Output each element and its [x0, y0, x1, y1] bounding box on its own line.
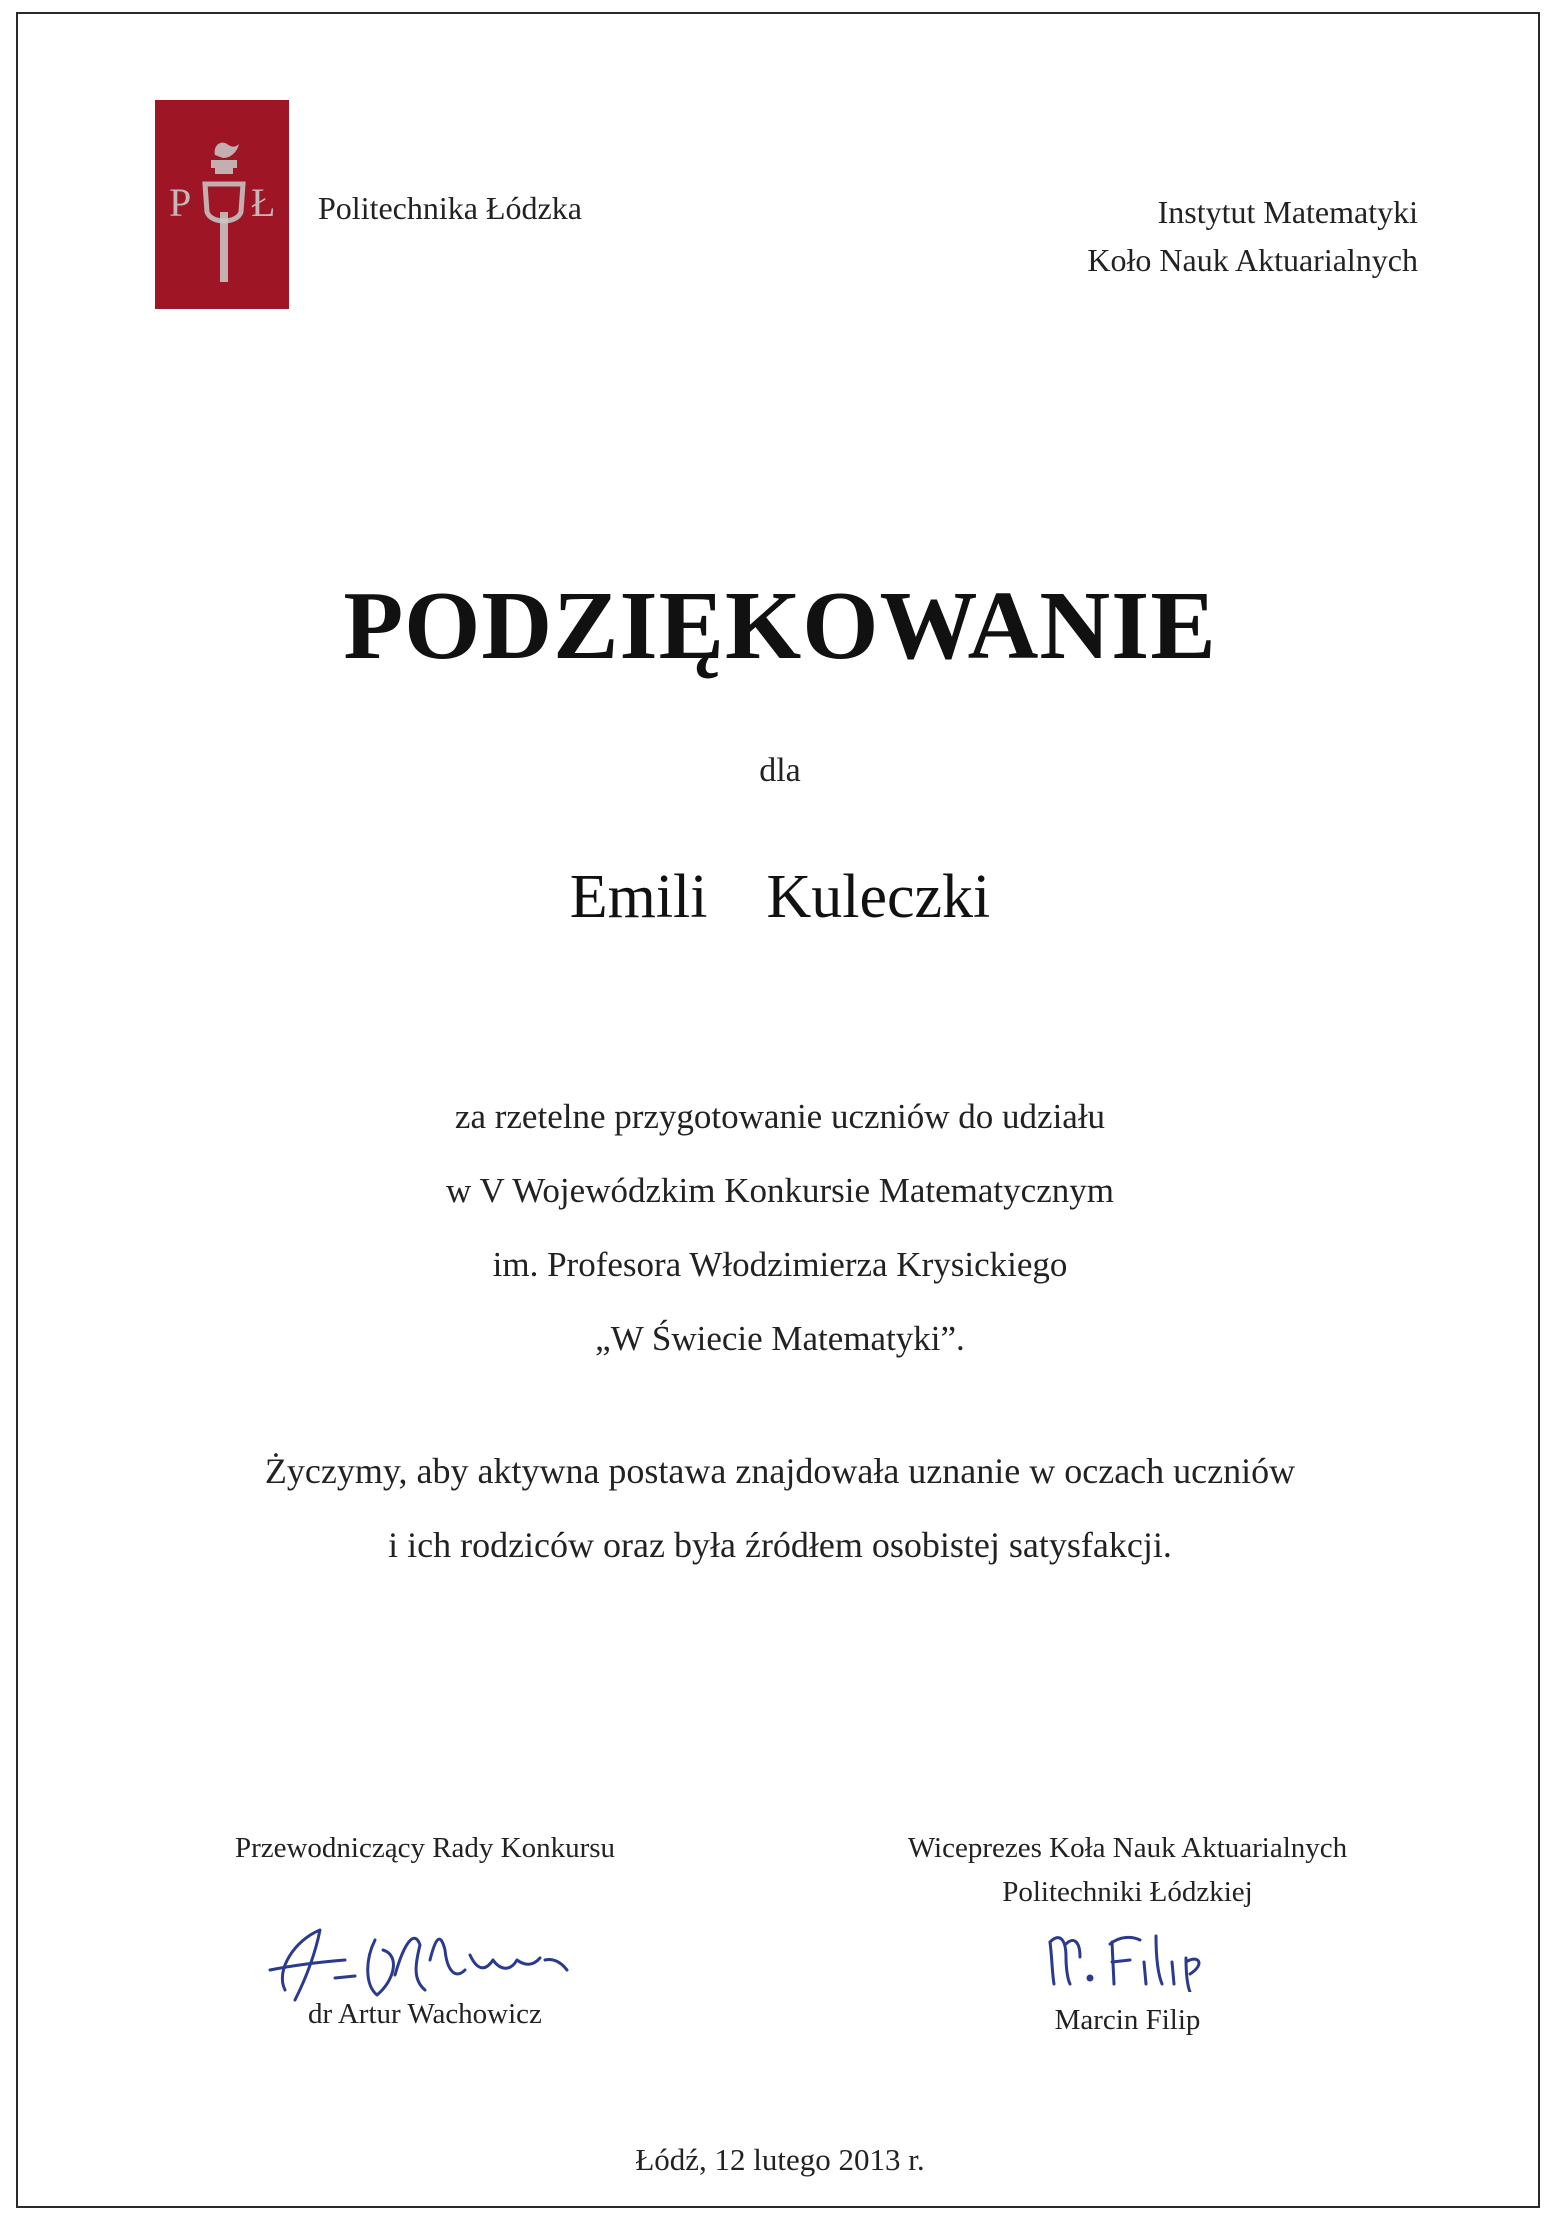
institute-line: Instytut Matematyki — [1157, 194, 1418, 230]
issue-date: Łódź, 12 lutego 2013 r. — [635, 2142, 925, 2177]
university-name: Politechnika Łódzka — [318, 190, 582, 226]
handwritten-signature-wachowicz — [265, 1900, 585, 2010]
reason-line: za rzetelne przygotowanie uczniów do udziału — [454, 1097, 1106, 1136]
signer-name: dr Artur Wachowicz — [308, 1998, 542, 2030]
institute-block — [1087, 188, 1418, 284]
reason-text — [0, 1080, 1560, 1376]
wish-line: i ich rodziców oraz była źródłem osobistej satysfakcji. — [388, 1525, 1172, 1565]
handwritten-signature-filip — [1040, 1922, 1220, 1992]
signature-left — [180, 1826, 670, 2030]
for-label: dla — [759, 752, 801, 789]
torch-emblem-icon — [155, 100, 289, 309]
reason-line: w V Wojewódzkim Konkursie Matematycznym — [446, 1171, 1114, 1210]
signer-name: Marcin Filip — [1054, 2004, 1201, 2036]
page-title: PODZIĘKOWANIE — [343, 572, 1217, 680]
university-logo — [155, 100, 289, 309]
signer-role-line: Wiceprezes Koła Nauk Aktuarialnych — [907, 1832, 1348, 1864]
reason-line: im. Profesora Włodzimierza Krysickiego — [492, 1245, 1068, 1284]
reason-line: „W Świecie Matematyki”. — [595, 1319, 965, 1358]
institute-line: Koło Nauk Aktuarialnych — [1087, 242, 1418, 278]
recipient-name: Emili Kuleczki — [569, 863, 991, 931]
logo-letter-l: Ł — [251, 180, 276, 225]
wish-line: Życzymy, aby aktywna postawa znajdowała uznanie w oczach uczniów — [264, 1451, 1296, 1491]
logo-letter-p: P — [169, 180, 192, 225]
wishes-text — [0, 1434, 1560, 1582]
signer-role-line: Politechniki Łódzkiej — [1002, 1876, 1253, 1908]
signature-right — [840, 1826, 1415, 2036]
signer-role: Przewodniczący Rady Konkursu — [234, 1832, 616, 1864]
